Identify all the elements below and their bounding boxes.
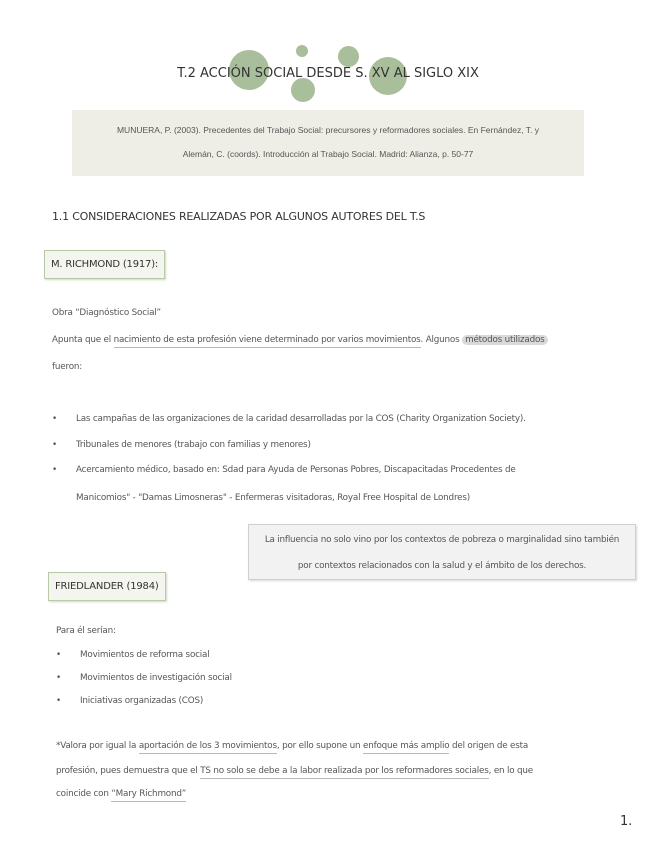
bullet-icon: • <box>56 696 61 706</box>
text-segment: , en lo que <box>488 766 534 776</box>
text-segment: . Algunos <box>420 335 463 345</box>
list-item-text: Manicomios" - "Damas Limosneras" - Enfermeras visitadoras, Royal Free Hospital de Londres) <box>76 493 470 503</box>
highlighted-text: métodos utilizados <box>462 335 547 345</box>
list-item-text: Movimientos de investigación social <box>80 673 232 683</box>
decor-circle <box>291 78 315 102</box>
bullet-icon: • <box>52 414 57 424</box>
section-title: 1.1 CONSIDERACIONES REALIZADAS POR ALGUNOS AUTORES DEL T.S <box>52 210 426 223</box>
underlined-text: enfoque más amplio <box>363 741 449 754</box>
author-tag-friedlander: FRIEDLANDER (1984) <box>48 572 166 601</box>
list-item-text: Iniciativas organizadas (COS) <box>80 696 204 706</box>
decor-circle <box>296 45 308 57</box>
text-segment: del origen de esta <box>449 741 529 751</box>
list-item-text: Movimientos de reforma social <box>80 650 210 660</box>
friedlander-intro: Para él serían: <box>56 626 116 636</box>
reference-line: Alemán, C. (coords). Introducción al Trabajo Social. Madrid: Alianza, p. 50-77 <box>182 149 474 159</box>
text-segment: coincide con <box>56 789 112 799</box>
bullet-icon: • <box>52 465 57 475</box>
reference-box <box>72 110 584 176</box>
author-tag-richmond: M. RICHMOND (1917): <box>44 250 165 279</box>
bullet-icon: • <box>52 440 57 450</box>
page-title: T.2 ACCIÓN SOCIAL DESDE S. XV AL SIGLO XIX <box>177 66 479 81</box>
conclusion-line <box>56 789 186 799</box>
underlined-text: aportación de los 3 movimientos <box>139 741 277 754</box>
bullet-icon: • <box>56 650 61 660</box>
text-segment: Apunta que el <box>52 335 114 345</box>
reference-line: MUNUERA, P. (2003). Precedentes del Trabajo Social: precursores y reformadores sociales. En Fernández, T. y <box>116 125 540 135</box>
richmond-paragraph <box>52 335 548 345</box>
decor-circle <box>338 46 359 67</box>
underlined-text: “Mary Richmond” <box>111 789 186 802</box>
page-number: 1. <box>620 814 633 829</box>
note-line: La influencia no solo vino por los contextos de pobreza o marginalidad sino también <box>264 535 620 545</box>
list-item-text: Tribunales de menores (trabajo con familias y menores) <box>76 440 311 450</box>
underlined-text: TS no solo se debe a la labor realizada por los reformadores sociales <box>200 766 488 779</box>
text-segment: , por ello supone un <box>276 741 363 751</box>
bullet-icon: • <box>56 673 61 683</box>
conclusion-line <box>56 766 533 776</box>
work-title: Obra “Diagnóstico Social” <box>52 308 161 318</box>
text-segment: fueron: <box>52 362 83 372</box>
underlined-text: nacimiento de esta profesión viene determinado por varios movimientos <box>114 335 421 348</box>
note-line: por contextos relacionados con la salud y el ámbito de los derechos. <box>297 561 587 571</box>
text-segment: profesión, pues demuestra que el <box>56 766 201 776</box>
conclusion-line <box>56 741 528 751</box>
list-item-text: Las campañas de las organizaciones de la caridad desarrolladas por la COS (Charity Organization Society). <box>76 414 526 424</box>
note-box <box>248 524 636 580</box>
text-segment: *Valora por igual la <box>56 741 139 751</box>
list-item-text: Acercamiento médico, basado en: Sdad para Ayuda de Personas Pobres, Discapacitadas Procedentes de <box>76 465 516 475</box>
